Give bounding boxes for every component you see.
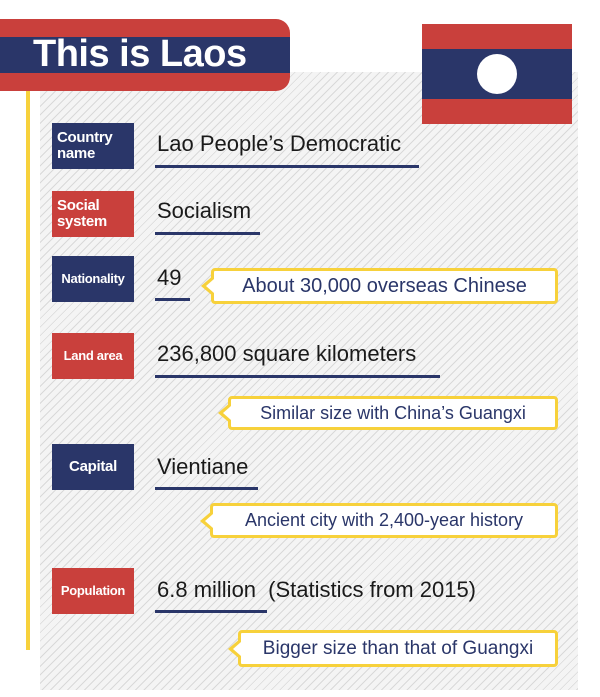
country-name-label-text: Country name — [57, 129, 113, 162]
population-underline — [155, 610, 267, 613]
land-area-value: 236,800 square kilometers — [157, 341, 417, 366]
capital-underline — [155, 487, 258, 490]
land-area-note-bubble — [228, 396, 558, 430]
nationality-value: 49 — [157, 265, 182, 290]
capital-note-bubble — [210, 503, 558, 538]
population-value-extra: (Statistics from 2015) — [268, 577, 477, 602]
land-area-underline — [155, 375, 440, 378]
social-system-underline — [155, 232, 260, 235]
left-accent-bar — [26, 90, 30, 650]
title-banner — [0, 19, 290, 91]
nationality-note-bubble — [211, 268, 558, 304]
population-label — [52, 568, 134, 614]
country-name-value: Lao People’s Democratic — [157, 131, 402, 156]
country-name-underline — [155, 165, 419, 168]
nationality-label-text: Nationality — [61, 271, 125, 286]
page-title: This is Laos — [33, 33, 247, 75]
population-note-text: Bigger size than that of Guangxi — [262, 637, 534, 659]
capital-note-tail-inner — [205, 514, 213, 528]
capital-note-text: Ancient city with 2,400-year history — [244, 510, 524, 530]
nationality-note-text: About 30,000 overseas Chinese — [242, 274, 527, 297]
social-system-value: Socialism — [157, 198, 252, 223]
population-value-main: 6.8 million — [157, 577, 257, 602]
population-value — [157, 576, 476, 607]
social-system-label — [52, 191, 134, 237]
nationality-underline — [155, 298, 190, 301]
population-label-text: Population — [60, 583, 126, 598]
population-note-bubble — [238, 630, 558, 667]
nationality-note-tail-inner — [206, 279, 214, 293]
land-area-label-text: Land area — [63, 348, 123, 363]
laos-flag-icon — [422, 24, 572, 124]
country-name-label — [52, 123, 134, 169]
nationality-label — [52, 256, 134, 302]
capital-value: Vientiane — [157, 454, 249, 479]
capital-label-text: Capital — [69, 458, 117, 475]
land-area-label — [52, 333, 134, 379]
social-system-label-text: Social system — [57, 197, 107, 230]
land-area-note-tail-inner — [223, 406, 231, 420]
land-area-note-text: Similar size with China’s Guangxi — [260, 402, 526, 423]
capital-label — [52, 444, 134, 490]
population-note-tail-inner — [233, 642, 241, 656]
